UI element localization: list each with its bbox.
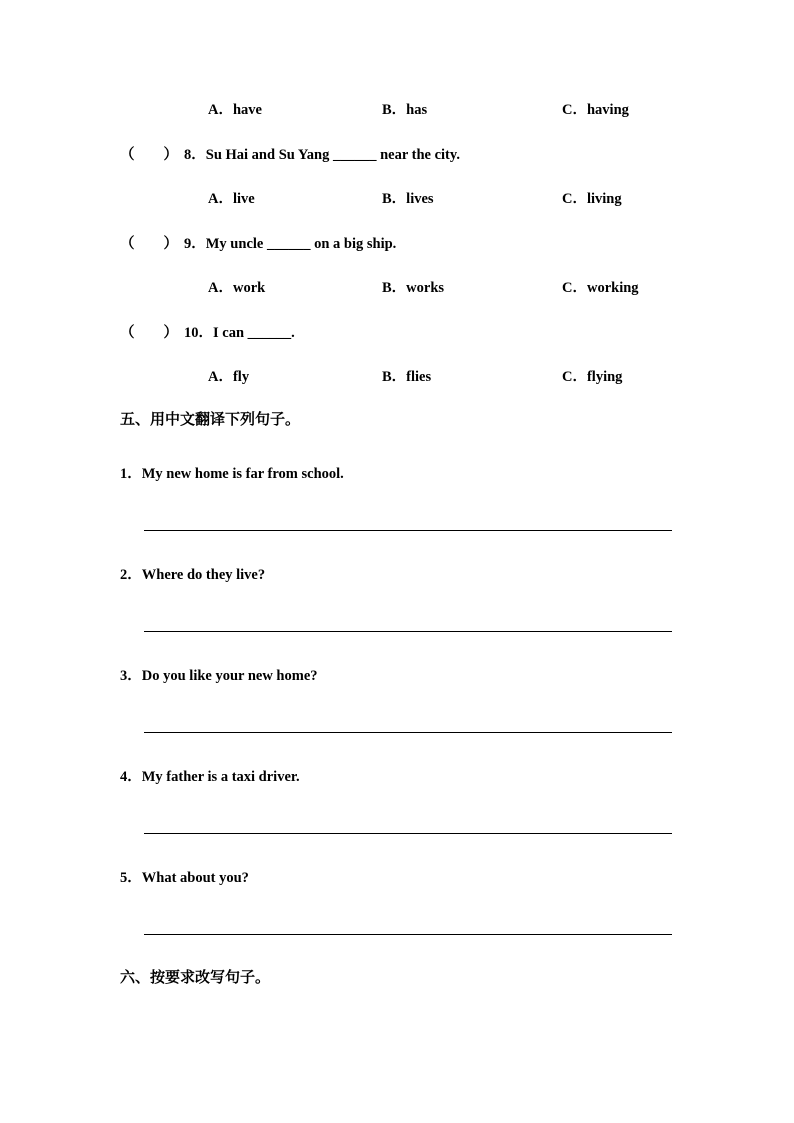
q7-option-a: A．have [208,102,262,118]
q7-option-b: B．has [382,102,428,118]
q8-option-a: A．live [208,191,255,207]
q9-option-b: B．works [382,280,445,296]
answer-line-3[interactable] [144,732,672,733]
q9-text: 9．My uncle ______ on a big ship. [184,236,397,252]
translate-sentence-5: 5．What about you? [120,870,249,886]
q9-option-c: C．working [562,280,639,296]
translate-sentence-2: 2．Where do they live? [120,567,266,583]
q10-option-b: B．flies [382,369,432,385]
q10-option-c: C．flying [562,369,623,385]
q8-option-c: C．living [562,191,622,207]
q8-option-b: B．lives [382,191,434,207]
section6-heading: 六、按要求改写句子。 [120,968,271,986]
answer-line-2[interactable] [144,631,672,632]
answer-line-5[interactable] [144,934,672,935]
q10-answer-paren: （ ） [120,325,178,341]
translate-sentence-1: 1．My new home is far from school. [120,466,344,482]
answer-line-1[interactable] [144,530,672,531]
answer-line-4[interactable] [144,833,672,834]
q9-option-a: A．work [208,280,266,296]
q7-option-c: C．having [562,102,629,118]
q8-answer-paren: （ ） [120,147,178,163]
q10-option-a: A．fly [208,369,250,385]
q10-text: 10．I can ______. [184,325,295,341]
translate-sentence-3: 3．Do you like your new home? [120,668,318,684]
q9-answer-paren: （ ） [120,236,178,252]
section5-heading: 五、用中文翻译下列句子。 [120,410,301,428]
q8-text: 8．Su Hai and Su Yang ______ near the city. [184,147,460,163]
translate-sentence-4: 4．My father is a taxi driver. [120,769,300,785]
